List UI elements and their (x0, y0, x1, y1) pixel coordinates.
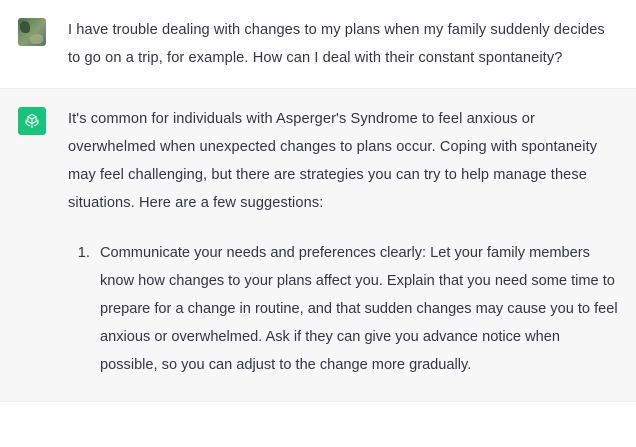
openai-logo-icon (18, 107, 46, 135)
list-item: 1. Communicate your needs and preferences clearly: Let your family members know how changes to your plans affect you. Explain that you need some time to prepare for a change in routine, and that sudden changes may cause you to feel anxious or overwhelmed. Ask if they can give you advance notice when possible, so you can adjust to the change more gradually. (94, 239, 618, 379)
message-paragraph: It's common for individuals with Asperger's Syndrome to feel anxious or overwhelmed when unexpected changes to plans occur. Coping with spontaneity may feel challenging, but there are strategies you can try to help manage these situations. Here are a few suggestions: (68, 111, 598, 211)
suggestions-list (68, 239, 618, 379)
chat-message-assistant (0, 89, 636, 402)
chat-message-user (0, 0, 636, 89)
message-content (68, 16, 626, 72)
message-paragraph: I have trouble dealing with changes to my plans when my family suddenly decides to go on a trip, for example. How can I deal with their constant spontaneity? (68, 22, 605, 66)
user-photo-avatar (18, 18, 46, 46)
message-content (68, 105, 626, 385)
